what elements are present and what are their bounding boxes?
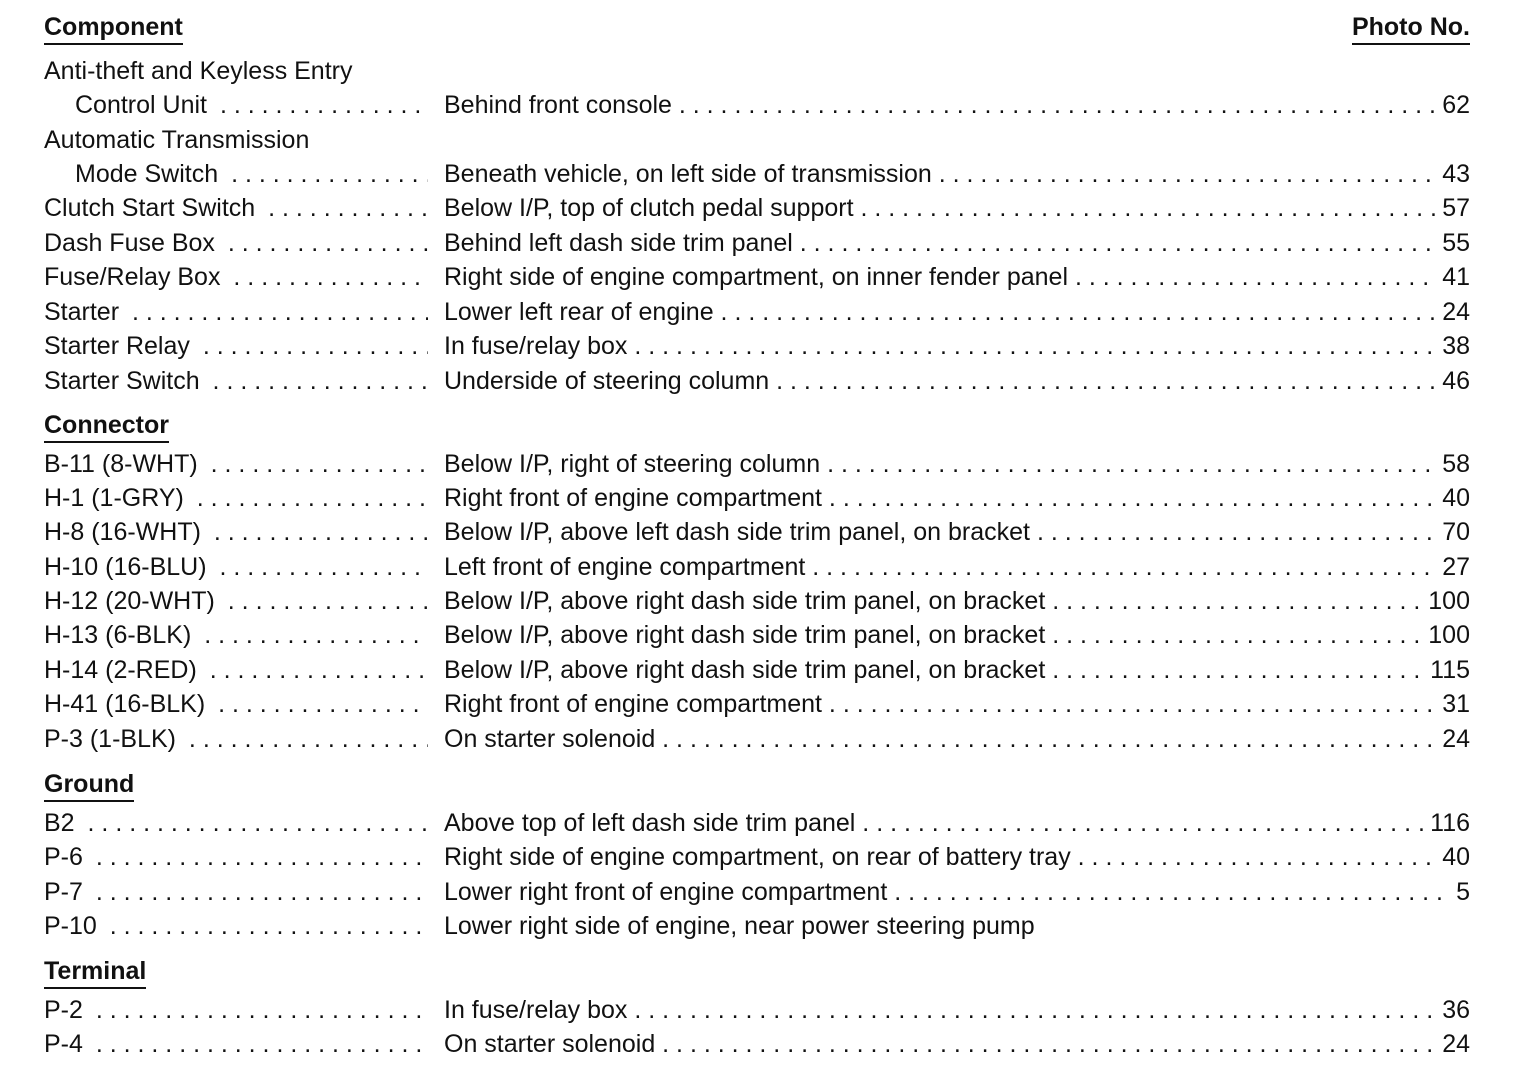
ground-name: P-6 . . . bbox=[44, 840, 428, 874]
photo-number: 24 bbox=[1436, 722, 1470, 756]
ground-location: Above top of left dash side trim panel . . . bbox=[444, 806, 1470, 840]
photo-number: 116 bbox=[1424, 806, 1470, 840]
photo-number: 62 bbox=[1436, 88, 1470, 122]
connector-location: Below I/P, above right dash side trim panel, on bracket . . . bbox=[444, 618, 1470, 652]
connector-name: P-3 (1-BLK) . . . bbox=[44, 722, 428, 756]
component-location: Lower left rear of engine . . . bbox=[444, 295, 1470, 329]
list-item bbox=[44, 295, 1470, 329]
photo-number: 36 bbox=[1436, 993, 1470, 1027]
component-location: Beneath vehicle, on left side of transmission . . . bbox=[444, 157, 1470, 191]
component-name: Fuse/Relay Box . . . bbox=[44, 260, 428, 294]
component-name: Dash Fuse Box . . . bbox=[44, 226, 428, 260]
component-location: Underside of steering column . . . bbox=[444, 364, 1470, 398]
ground-name: P-7 . . . bbox=[44, 875, 428, 909]
photo-number: 55 bbox=[1436, 226, 1470, 260]
list-item bbox=[44, 875, 1470, 909]
list-item bbox=[44, 191, 1470, 225]
component-location: Behind left dash side trim panel . . . bbox=[444, 226, 1470, 260]
connector-name: H-12 (20-WHT) . . . bbox=[44, 584, 428, 618]
terminal-section-title: Terminal bbox=[44, 956, 146, 989]
list-item-heading-line bbox=[44, 54, 1470, 88]
photo-number: 100 bbox=[1422, 584, 1470, 618]
photo-number: 40 bbox=[1436, 481, 1470, 515]
terminal-name: P-2 . . . bbox=[44, 993, 428, 1027]
component-location: In fuse/relay box . . . bbox=[444, 329, 1470, 363]
list-item bbox=[44, 447, 1470, 481]
list-item bbox=[44, 481, 1470, 515]
component-name: Starter Switch . . . bbox=[44, 364, 428, 398]
list-item bbox=[44, 722, 1470, 756]
list-item bbox=[44, 618, 1470, 652]
component-name: Mode Switch . . . bbox=[75, 157, 428, 191]
photo-number: 58 bbox=[1436, 447, 1470, 481]
connector-location: Right front of engine compartment . . . bbox=[444, 481, 1470, 515]
ground-name: P-10 . . . bbox=[44, 909, 428, 943]
table-header bbox=[44, 12, 1470, 46]
connector-name: H-13 (6-BLK) . . . bbox=[44, 618, 428, 652]
connector-location: Below I/P, above right dash side trim panel, on bracket . . . bbox=[444, 584, 1470, 618]
list-item bbox=[44, 550, 1470, 584]
list-item bbox=[44, 157, 1470, 191]
photo-number: 31 bbox=[1436, 687, 1470, 721]
list-item bbox=[44, 88, 1470, 122]
terminal-location: In fuse/relay box . . . bbox=[444, 993, 1470, 1027]
list-item bbox=[44, 329, 1470, 363]
ground-name: B2 . . . bbox=[44, 806, 428, 840]
list-item bbox=[44, 806, 1470, 840]
connector-name: H-10 (16-BLU) . . . bbox=[44, 550, 428, 584]
photo-number: 27 bbox=[1436, 550, 1470, 584]
list-item-heading-line bbox=[44, 123, 1470, 157]
terminal-location: On starter solenoid . . . bbox=[444, 1027, 1470, 1061]
ground-location: Lower right front of engine compartment . . . bbox=[444, 875, 1470, 909]
list-item bbox=[44, 260, 1470, 294]
component-name-line1: Automatic Transmission bbox=[44, 126, 310, 154]
connector-name: H-14 (2-RED) . . . bbox=[44, 653, 428, 687]
connector-section-title: Connector bbox=[44, 410, 169, 443]
list-item bbox=[44, 1027, 1470, 1061]
terminal-name: P-4 . . . bbox=[44, 1027, 428, 1061]
connector-location: Right front of engine compartment . . . bbox=[444, 687, 1470, 721]
component-location: Right side of engine compartment, on inner fender panel . . . bbox=[444, 260, 1470, 294]
ground-location: Lower right side of engine, near power steering pump bbox=[444, 912, 1035, 940]
photo-number: 46 bbox=[1436, 364, 1470, 398]
list-item bbox=[44, 653, 1470, 687]
photo-number: 24 bbox=[1436, 1027, 1470, 1061]
connector-name: H-8 (16-WHT) . . . bbox=[44, 515, 428, 549]
photo-number: 24 bbox=[1436, 295, 1470, 329]
list-item bbox=[44, 584, 1470, 618]
list-item bbox=[44, 840, 1470, 874]
connector-name: H-1 (1-GRY) . . . bbox=[44, 481, 428, 515]
connector-location: Left front of engine compartment . . . bbox=[444, 550, 1470, 584]
component-name: Control Unit . . . bbox=[75, 88, 428, 122]
component-name: Clutch Start Switch . . . bbox=[44, 191, 428, 225]
photo-number: 100 bbox=[1422, 618, 1470, 652]
component-location: Behind front console . . . bbox=[444, 88, 1470, 122]
photo-number: 41 bbox=[1436, 260, 1470, 294]
component-name-line1: Anti-theft and Keyless Entry bbox=[44, 57, 353, 85]
connector-location: Below I/P, above left dash side trim panel, on bracket . . . bbox=[444, 515, 1470, 549]
photo-number: 43 bbox=[1436, 157, 1470, 191]
photo-number: 70 bbox=[1436, 515, 1470, 549]
list-item bbox=[44, 364, 1470, 398]
photo-no-column-heading: Photo No. bbox=[1352, 12, 1470, 45]
component-name: Starter . . . bbox=[44, 295, 428, 329]
photo-number: 38 bbox=[1436, 329, 1470, 363]
list-item bbox=[44, 515, 1470, 549]
component-column-heading: Component bbox=[44, 12, 183, 45]
ground-location: Right side of engine compartment, on rear of battery tray . . . bbox=[444, 840, 1470, 874]
connector-location: Below I/P, right of steering column . . . bbox=[444, 447, 1470, 481]
list-item bbox=[44, 226, 1470, 260]
list-item bbox=[44, 909, 1470, 943]
connector-location: Below I/P, above right dash side trim panel, on bracket . . . bbox=[444, 653, 1470, 687]
connector-name: H-41 (16-BLK) . . . bbox=[44, 687, 428, 721]
connector-name: B-11 (8-WHT) . . . bbox=[44, 447, 428, 481]
component-name: Starter Relay . . . bbox=[44, 329, 428, 363]
photo-number: 40 bbox=[1436, 840, 1470, 874]
component-location: Below I/P, top of clutch pedal support . . . bbox=[444, 191, 1470, 225]
connector-location: On starter solenoid . . . bbox=[444, 722, 1470, 756]
photo-number: 115 bbox=[1424, 653, 1470, 687]
list-item bbox=[44, 993, 1470, 1027]
photo-number: 5 bbox=[1450, 875, 1470, 909]
list-item bbox=[44, 687, 1470, 721]
photo-number: 57 bbox=[1436, 191, 1470, 225]
ground-section-title: Ground bbox=[44, 769, 134, 802]
